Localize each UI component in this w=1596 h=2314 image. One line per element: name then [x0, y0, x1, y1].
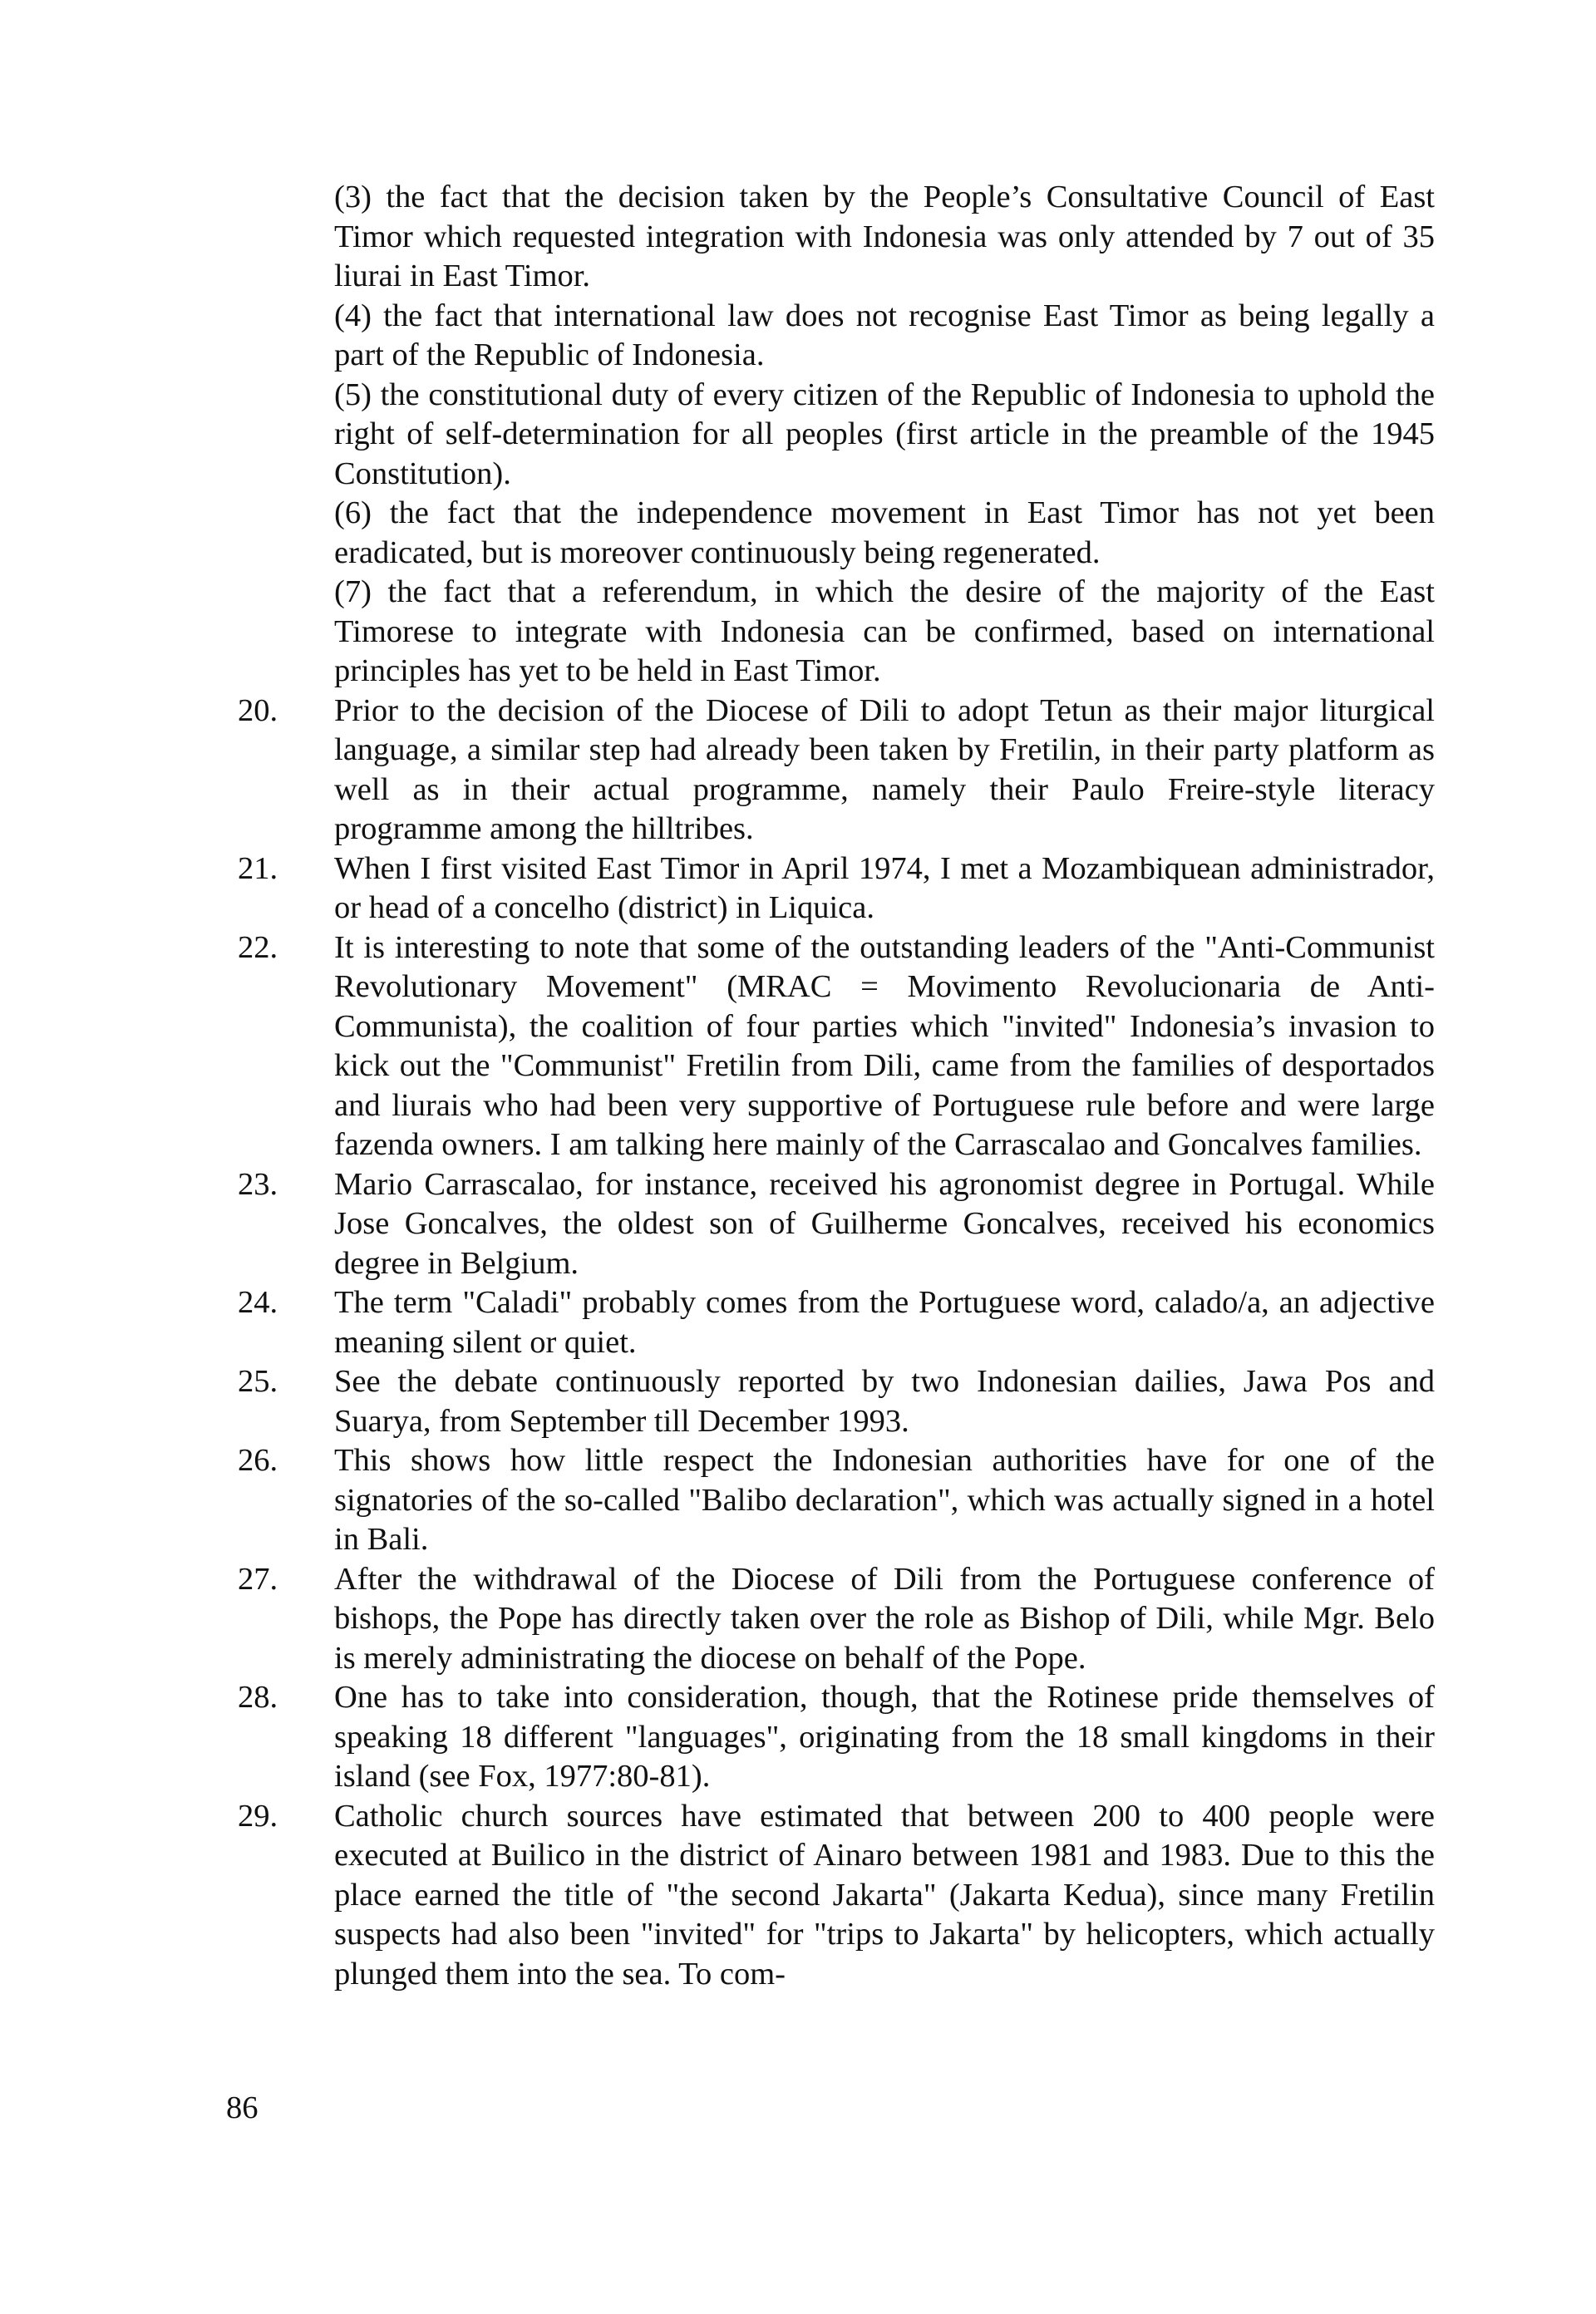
note-text: One has to take into consideration, though, that the Rotinese pride themselves of speaking 18 different "languages", originating from the 18 small kingdoms in their island (see Fox, 1977:80-81). — [334, 1680, 1435, 1794]
note-number: 27. — [238, 1561, 278, 1597]
note-29 — [238, 1797, 1435, 1995]
sub-item-7: (7) the fact that a referendum, in which the desire of the majority of the East Timorese to integrate with Indonesia can be confirmed, based on international principles has yet to be held in East Timor. — [334, 574, 1435, 688]
note-text: This shows how little respect the Indonesian authorities have for one of the signatories of the so-called "Balibo declaration", which was actually signed in a hotel in Bali. — [334, 1443, 1435, 1557]
note-24 — [238, 1283, 1435, 1362]
note-number: 24. — [238, 1285, 278, 1320]
note-text: The term "Caladi" probably comes from the Portuguese word, calado/a, an adjective meaning silent or quiet. — [334, 1285, 1435, 1360]
note-text: Catholic church sources have estimated that between 200 to 400 people were executed at Builico in the district of Ainaro between 1981 and 1983. Due to this the place earned the title of "the second Jakarta" (Jakarta Kedua), since many Fretilin suspects had also been "invited" for "trips to Jakarta" by helicopters, which actually plunged them into the sea. To com- — [334, 1798, 1435, 1992]
note-21 — [238, 849, 1435, 928]
endnotes — [238, 178, 1435, 1994]
note-number: 22. — [238, 929, 278, 965]
note-text: After the withdrawal of the Diocese of Dili from the Portuguese conference of bishops, the Pope has directly taken over the role as Bishop of Dili, while Mgr. Belo is merely administrating the diocese on behalf of the Pope. — [334, 1561, 1435, 1676]
note-22 — [238, 928, 1435, 1165]
note-text: See the debate continuously reported by two Indonesian dailies, Jawa Pos and Suarya, from September till December 1993. — [334, 1364, 1435, 1439]
note-number: 21. — [238, 850, 278, 886]
note-27 — [238, 1560, 1435, 1679]
note-26 — [238, 1441, 1435, 1560]
note-number: 28. — [238, 1680, 278, 1715]
note-20 — [238, 692, 1435, 849]
note-28 — [238, 1678, 1435, 1797]
note-text: It is interesting to note that some of the outstanding leaders of the "Anti-Communist Revolutionary Movement" (MRAC = Movimento Revolucionaria de Anti-Communista), the coalition of four parties which "invited" Indonesia’s invasion to kick out the "Communist" Fretilin from Dili, came from the families of desportados and liurais who had been very supportive of Portuguese rule before and were large fazenda owners. I am talking here mainly of the Carrascalao and Goncalves families. — [334, 929, 1435, 1162]
note-23 — [238, 1165, 1435, 1284]
sub-item-6: (6) the fact that the independence movement in East Timor has not yet been eradicated, but is moreover continuously being regenerated. — [334, 495, 1435, 570]
note-number: 29. — [238, 1798, 278, 1834]
note-text: Prior to the decision of the Diocese of Dili to adopt Tetun as their major liturgical language, a similar step had already been taken by Fretilin, in their party platform as well as in their actual programme, namely their Paulo Freire-style literacy programme among the hilltribes. — [334, 692, 1435, 846]
note-text: When I first visited East Timor in April 1974, I met a Mozambiquean administrador, or head of a concelho (district) in Liquica. — [334, 850, 1435, 925]
note-25 — [238, 1362, 1435, 1441]
note-number: 25. — [238, 1364, 278, 1399]
sub-item-5: (5) the constitutional duty of every citizen of the Republic of Indonesia to uphold the right of self-determination for all peoples (first article in the preamble of the 1945 Constitution). — [334, 377, 1435, 491]
note-number: 23. — [238, 1166, 278, 1202]
sub-item-4: (4) the fact that international law does not recognise East Timor as being legally a part of the Republic of Indonesia. — [334, 298, 1435, 372]
note-number: 26. — [238, 1443, 278, 1478]
sub-item-3: (3) the fact that the decision taken by the People’s Consultative Council of East Timor which requested integration with Indonesia was only attended by 7 out of 35 liurai in East Timor. — [334, 180, 1435, 293]
page-number: 86 — [226, 2090, 259, 2125]
note-text: Mario Carrascalao, for instance, received his agronomist degree in Portugal. While Jose Goncalves, the oldest son of Guilherme Goncalves, received his economics degree in Belgium. — [334, 1166, 1435, 1281]
note-number: 20. — [238, 692, 278, 728]
